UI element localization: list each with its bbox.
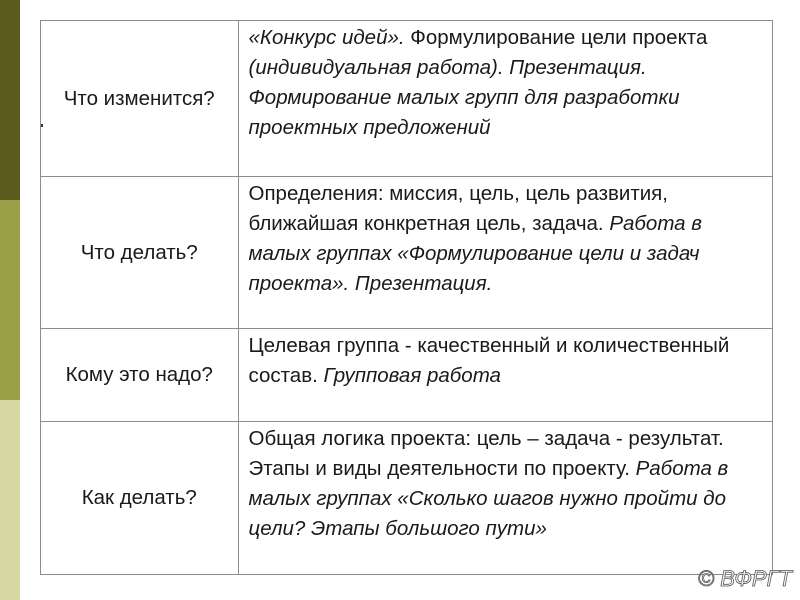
answer-cell	[238, 329, 773, 422]
table-row	[41, 329, 773, 422]
answer-text: Формулирование цели проекта	[410, 26, 708, 49]
question-cell: Как делать?	[41, 422, 239, 575]
answer-text: Работа в малых группах «Формулирование цели и задач проекта». Презентация.	[248, 212, 702, 295]
answer-text: Работа в малых группах «Сколько шагов нужно пройти до цели? Этапы большого пути»	[248, 457, 729, 540]
table-row	[41, 177, 773, 329]
answer-cell	[238, 21, 773, 177]
question-cell: Что делать?	[41, 177, 239, 329]
question-cell: Кому это надо?	[41, 329, 239, 422]
copyright-text: © ВФРГТ	[697, 566, 792, 591]
side-bar-mid	[0, 200, 20, 400]
answer-cell	[238, 422, 773, 575]
question-cell: Что изменится?	[41, 21, 239, 177]
side-bar-light	[0, 400, 20, 600]
side-bar-dark	[0, 0, 20, 200]
answer-text: Определения: миссия, цель, цель развития, ближайшая конкретная цель, задача.	[248, 182, 668, 235]
answer-text: «Конкурс идей».	[248, 26, 411, 49]
answer-cell	[238, 177, 773, 329]
table-row	[41, 422, 773, 575]
answer-text: Общая логика проекта: цель – задача - результат. Этапы и виды деятельности по проекту.	[248, 427, 724, 480]
question-table	[40, 20, 773, 575]
answer-text: Целевая группа - качественный и количественный состав.	[248, 334, 730, 387]
answer-text: (индивидуальная работа). Презентация. Формирование малых групп для разработки проектных предложений	[248, 56, 680, 139]
table-row	[41, 21, 773, 177]
answer-text: Групповая работа	[323, 364, 501, 387]
